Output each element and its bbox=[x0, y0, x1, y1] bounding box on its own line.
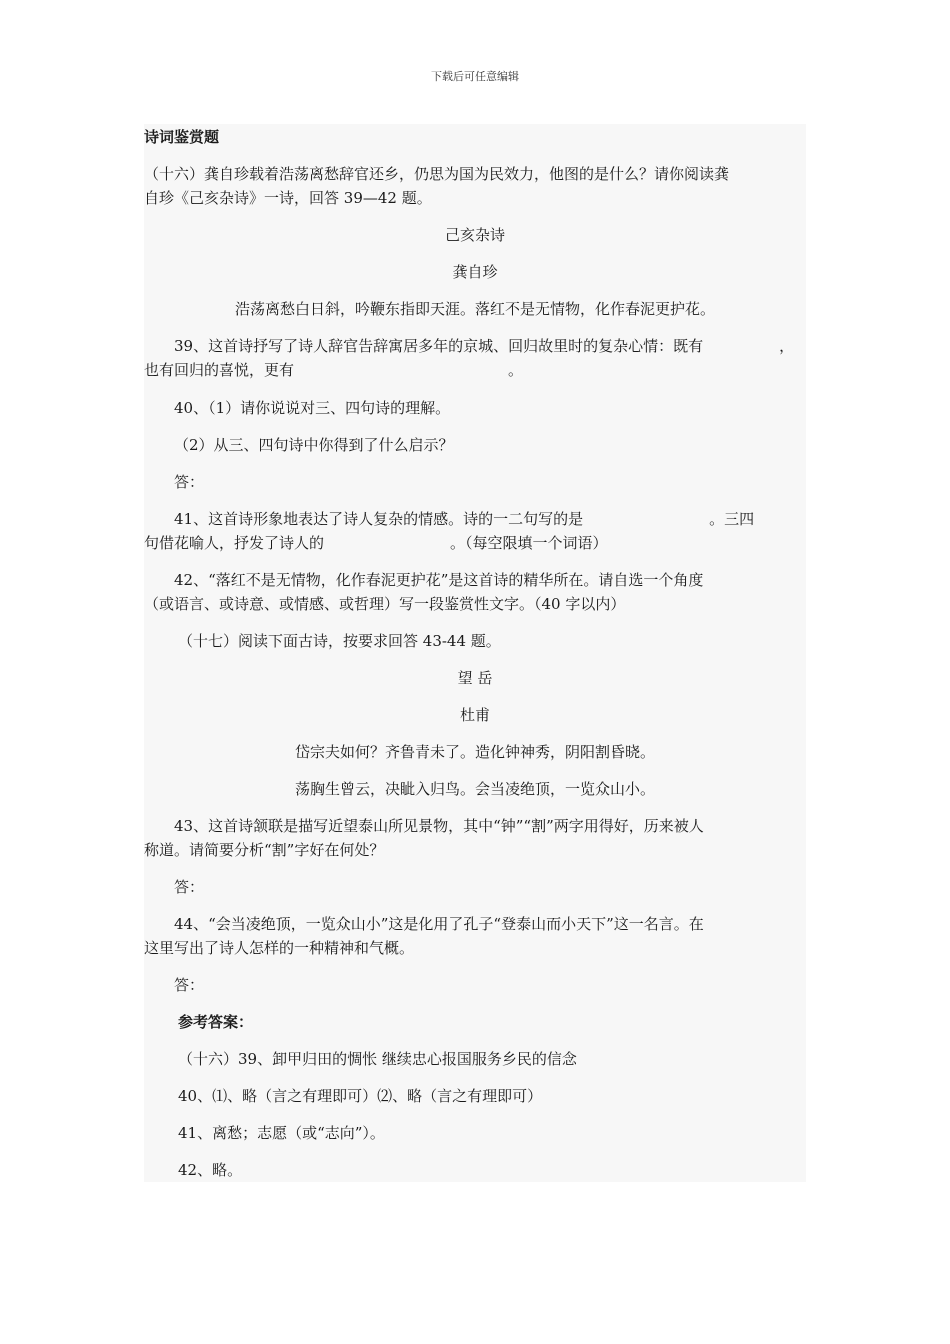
q43-line-1: 43、这首诗颔联是描写近望泰山所见景物，其中“钟”“割”两字用得好，历来被人 bbox=[174, 817, 704, 835]
s17-poem-title: 望 岳 bbox=[457, 669, 493, 687]
s17-intro: （十七）阅读下面古诗，按要求回答 43-44 题。 bbox=[178, 632, 501, 650]
page-header: 下载后可任意编辑 bbox=[431, 70, 519, 83]
s16-intro-line-2: 自珍《己亥杂诗》一诗，回答 39—42 题。 bbox=[144, 189, 432, 207]
s17-poem-line-2: 荡胸生曾云，决眦入归鸟。会当凌绝顶，一览众山小。 bbox=[294, 780, 655, 798]
q42-line-1: 42、“落红不是无情物，化作春泥更护花”是这首诗的精华所在。请自选一个角度 bbox=[174, 571, 704, 589]
s17-poem-line-1: 岱宗夫如何？齐鲁青未了。造化钟神秀，阴阳割昏晓。 bbox=[294, 743, 655, 761]
q39-text-a: 39、这首诗抒写了诗人辞官告辞寓居多年的京城、回归故里时的复杂心情：既有 bbox=[174, 337, 704, 355]
q39-text-d: 。 bbox=[508, 361, 524, 379]
q39-text-b: ， bbox=[779, 337, 795, 355]
q41-text-d: 。（每空限填一个词语） bbox=[450, 534, 608, 552]
q41-text-c: 句借花喻人，抒发了诗人的 bbox=[144, 534, 325, 552]
q43-line-2: 称道。请简要分析“割”字好在何处？ bbox=[144, 841, 385, 859]
q40-part-1: 40、（1）请你说说对三、四句诗的理解。 bbox=[174, 399, 451, 417]
q44-answer-label: 答： bbox=[174, 976, 205, 994]
q41-line-2 bbox=[144, 533, 806, 553]
answer-42: 42、略。 bbox=[178, 1161, 243, 1179]
s17-poem-author: 杜甫 bbox=[459, 706, 490, 724]
s16-poem-author: 龚自珍 bbox=[452, 263, 498, 281]
section-title: 诗词鉴赏题 bbox=[144, 128, 220, 146]
s16-poem-title: 己亥杂诗 bbox=[444, 226, 505, 244]
s16-poem-line: 浩荡离愁白日斜，吟鞭东指即天涯。落红不是无情物，化作春泥更护花。 bbox=[234, 300, 715, 318]
q40-part-2: （2）从三、四句诗中你得到了什么启示？ bbox=[174, 436, 454, 454]
q42-line-2: （或语言、或诗意、或情感、或哲理）写一段鉴赏性文字。（40 字以内） bbox=[144, 595, 626, 613]
answer-41: 41、离愁；志愿（或“志向”）。 bbox=[178, 1124, 385, 1142]
q41-line-1 bbox=[144, 509, 806, 529]
answer-39: （十六）39、卸甲归田的惆怅 继续忠心报国服务乡民的信念 bbox=[178, 1050, 577, 1068]
q39-text-c: 也有回归的喜悦，更有 bbox=[144, 361, 295, 379]
q39-line-2 bbox=[144, 360, 806, 380]
q44-line-1: 44、“会当凌绝顶，一览众山小”这是化用了孔子“登泰山而小天下”这一名言。在 bbox=[174, 915, 704, 933]
q43-answer-label: 答： bbox=[174, 878, 205, 896]
document-body bbox=[144, 124, 806, 1182]
answers-title: 参考答案： bbox=[178, 1013, 254, 1031]
answer-40: 40、⑴、略（言之有理即可）⑵、略（言之有理即可） bbox=[178, 1087, 543, 1105]
q41-text-b: 。三四 bbox=[709, 510, 755, 528]
q40-answer-label: 答： bbox=[174, 473, 205, 491]
q39-line-1 bbox=[144, 336, 806, 356]
q41-text-a: 41、这首诗形象地表达了诗人复杂的情感。诗的一二句写的是 bbox=[174, 510, 584, 528]
q44-line-2: 这里写出了诗人怎样的一种精神和气概。 bbox=[144, 939, 415, 957]
s16-intro-line-1: （十六）龚自珍载着浩荡离愁辞官还乡，仍思为国为民效力，他图的是什么？请你阅读龚 bbox=[144, 165, 730, 183]
